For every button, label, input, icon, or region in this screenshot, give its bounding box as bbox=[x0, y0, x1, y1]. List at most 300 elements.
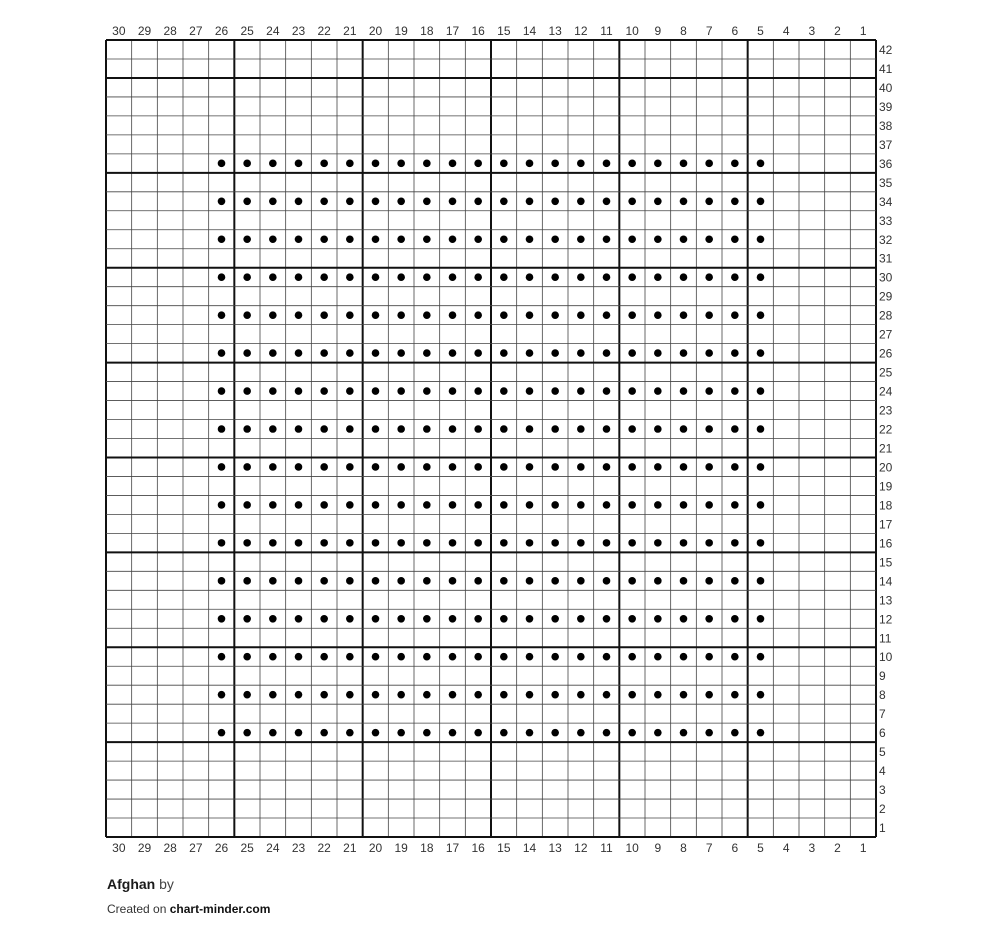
column-number-top: 3 bbox=[808, 24, 816, 38]
purl-dot-r8-c11 bbox=[603, 691, 611, 699]
purl-dot-r12-c19 bbox=[397, 615, 405, 623]
row-number: 17 bbox=[879, 517, 893, 532]
purl-dot-r12-c26 bbox=[218, 615, 226, 623]
purl-dot-r36-c22 bbox=[320, 160, 328, 168]
row-number: 22 bbox=[879, 422, 893, 437]
column-number-top: 18 bbox=[420, 24, 434, 38]
purl-dot-r34-c18 bbox=[423, 197, 431, 205]
purl-dot-r24-c13 bbox=[551, 387, 559, 395]
column-number-top: 26 bbox=[214, 24, 229, 38]
purl-dot-r16-c26 bbox=[218, 539, 226, 547]
purl-dot-r18-c15 bbox=[500, 501, 508, 509]
purl-dot-r34-c10 bbox=[628, 197, 636, 205]
purl-dot-r6-c10 bbox=[628, 729, 636, 737]
purl-dot-r32-c22 bbox=[320, 235, 328, 243]
purl-dot-r24-c6 bbox=[731, 387, 739, 395]
purl-dot-r6-c25 bbox=[243, 729, 251, 737]
purl-dot-r14-c15 bbox=[500, 577, 508, 585]
purl-dot-r34-c14 bbox=[526, 197, 534, 205]
purl-dot-r16-c6 bbox=[731, 539, 739, 547]
purl-dot-r14-c22 bbox=[320, 577, 328, 585]
purl-dot-r22-c20 bbox=[372, 425, 380, 433]
purl-dot-r20-c11 bbox=[603, 463, 611, 471]
row-number: 34 bbox=[879, 194, 893, 209]
column-number-top: 27 bbox=[189, 24, 203, 38]
purl-dot-r30-c21 bbox=[346, 273, 354, 281]
column-number-bottom: 24 bbox=[266, 841, 280, 855]
purl-dot-r32-c10 bbox=[628, 235, 636, 243]
purl-dot-r34-c9 bbox=[654, 197, 662, 205]
purl-dot-r22-c18 bbox=[423, 425, 431, 433]
purl-dot-r36-c23 bbox=[295, 160, 303, 168]
purl-dot-r20-c5 bbox=[757, 463, 765, 471]
column-number-top: 21 bbox=[343, 24, 357, 38]
purl-dot-r28-c15 bbox=[500, 311, 508, 319]
row-number: 31 bbox=[879, 251, 893, 266]
purl-dot-r30-c17 bbox=[449, 273, 457, 281]
row-number: 14 bbox=[879, 574, 893, 589]
column-number-top: 8 bbox=[680, 24, 687, 38]
purl-dot-r12-c11 bbox=[603, 615, 611, 623]
column-number-top: 11 bbox=[600, 24, 613, 38]
column-number-bottom: 20 bbox=[368, 841, 383, 855]
column-number-top: 25 bbox=[240, 24, 254, 38]
purl-dot-r26-c6 bbox=[731, 349, 739, 357]
column-number-top: 30 bbox=[112, 24, 126, 38]
row-number: 7 bbox=[879, 707, 886, 722]
purl-dot-r12-c10 bbox=[628, 615, 636, 623]
purl-dot-r8-c26 bbox=[218, 691, 226, 699]
purl-dot-r30-c9 bbox=[654, 273, 662, 281]
purl-dot-r22-c22 bbox=[320, 425, 328, 433]
purl-dot-r18-c9 bbox=[654, 501, 662, 509]
purl-dot-r30-c13 bbox=[551, 273, 559, 281]
purl-dot-r22-c15 bbox=[500, 425, 508, 433]
purl-dot-r10-c19 bbox=[397, 653, 405, 661]
purl-dot-r30-c19 bbox=[397, 273, 405, 281]
purl-dot-r6-c15 bbox=[500, 729, 508, 737]
purl-dot-r32-c25 bbox=[243, 235, 251, 243]
purl-dot-r10-c6 bbox=[731, 653, 739, 661]
purl-dot-r14-c7 bbox=[705, 577, 713, 585]
purl-dot-r22-c8 bbox=[680, 425, 688, 433]
purl-dot-r26-c5 bbox=[757, 349, 765, 357]
purl-dot-r32-c17 bbox=[449, 235, 457, 243]
purl-dot-r30-c11 bbox=[603, 273, 611, 281]
purl-dot-r28-c9 bbox=[654, 311, 662, 319]
column-number-bottom: 18 bbox=[420, 841, 434, 855]
purl-dot-r12-c12 bbox=[577, 615, 585, 623]
column-number-bottom: 9 bbox=[654, 841, 662, 855]
row-number: 20 bbox=[879, 460, 893, 475]
purl-dot-r26-c21 bbox=[346, 349, 354, 357]
purl-dot-r8-c18 bbox=[423, 691, 431, 699]
purl-dot-r20-c14 bbox=[526, 463, 534, 471]
purl-dot-r26-c22 bbox=[320, 349, 328, 357]
purl-dot-r12-c15 bbox=[500, 615, 508, 623]
purl-dot-r6-c17 bbox=[449, 729, 457, 737]
purl-dot-r16-c11 bbox=[603, 539, 611, 547]
purl-dot-r16-c7 bbox=[705, 539, 713, 547]
purl-dot-r28-c12 bbox=[577, 311, 585, 319]
purl-dot-r32-c16 bbox=[474, 235, 482, 243]
purl-dot-r20-c24 bbox=[269, 463, 277, 471]
purl-dot-r34-c16 bbox=[474, 197, 482, 205]
row-number: 15 bbox=[879, 555, 893, 570]
purl-dot-r28-c23 bbox=[295, 311, 303, 319]
column-number-top: 2 bbox=[834, 24, 841, 38]
purl-dot-r36-c11 bbox=[603, 160, 611, 168]
row-number: 32 bbox=[879, 232, 893, 247]
purl-dot-r16-c12 bbox=[577, 539, 585, 547]
purl-dot-r32-c9 bbox=[654, 235, 662, 243]
purl-dot-r14-c16 bbox=[474, 577, 482, 585]
purl-dot-r24-c16 bbox=[474, 387, 482, 395]
purl-dot-r36-c9 bbox=[654, 160, 662, 168]
purl-dot-r32-c14 bbox=[526, 235, 534, 243]
row-number: 35 bbox=[879, 175, 893, 190]
purl-dot-r24-c24 bbox=[269, 387, 277, 395]
purl-dot-r22-c19 bbox=[397, 425, 405, 433]
purl-dot-r34-c19 bbox=[397, 197, 405, 205]
column-number-bottom: 28 bbox=[163, 841, 177, 855]
purl-dot-r8-c20 bbox=[372, 691, 380, 699]
purl-dot-r30-c6 bbox=[731, 273, 739, 281]
row-number: 5 bbox=[879, 745, 886, 760]
purl-dot-r32-c5 bbox=[757, 235, 765, 243]
purl-dot-r22-c14 bbox=[526, 425, 534, 433]
row-number: 40 bbox=[879, 80, 893, 95]
purl-dot-r10-c11 bbox=[603, 653, 611, 661]
purl-dot-r24-c10 bbox=[628, 387, 636, 395]
purl-dot-r26-c24 bbox=[269, 349, 277, 357]
purl-dot-r6-c20 bbox=[372, 729, 380, 737]
column-number-top: 5 bbox=[757, 24, 764, 38]
purl-dot-r6-c9 bbox=[654, 729, 662, 737]
row-number: 41 bbox=[879, 61, 893, 76]
purl-dot-r20-c18 bbox=[423, 463, 431, 471]
purl-dot-r30-c8 bbox=[680, 273, 688, 281]
purl-dot-r32-c19 bbox=[397, 235, 405, 243]
purl-dot-r22-c7 bbox=[705, 425, 713, 433]
purl-dot-r20-c22 bbox=[320, 463, 328, 471]
column-number-bottom: 1 bbox=[859, 841, 867, 855]
purl-dot-r14-c19 bbox=[397, 577, 405, 585]
purl-dot-r18-c23 bbox=[295, 501, 303, 509]
row-number: 28 bbox=[879, 308, 893, 323]
column-number-top: 9 bbox=[654, 24, 662, 38]
purl-dot-r24-c19 bbox=[397, 387, 405, 395]
column-number-bottom: 25 bbox=[240, 841, 254, 855]
column-number-bottom: 7 bbox=[705, 841, 713, 855]
pattern-name: Afghan bbox=[107, 876, 156, 892]
purl-dot-r24-c25 bbox=[243, 387, 251, 395]
purl-dot-r12-c13 bbox=[551, 615, 559, 623]
purl-dot-r30-c26 bbox=[218, 273, 226, 281]
credit-line bbox=[107, 902, 270, 916]
purl-dot-r20-c21 bbox=[346, 463, 354, 471]
purl-dot-r34-c22 bbox=[320, 197, 328, 205]
site-link[interactable]: chart-minder.com bbox=[169, 902, 271, 916]
purl-dot-r6-c24 bbox=[269, 729, 277, 737]
purl-dot-r26-c7 bbox=[705, 349, 713, 357]
purl-dot-r34-c20 bbox=[372, 197, 380, 205]
purl-dot-r10-c20 bbox=[372, 653, 380, 661]
purl-dot-r30-c14 bbox=[526, 273, 534, 281]
purl-dot-r14-c8 bbox=[680, 577, 688, 585]
purl-dot-r32-c8 bbox=[680, 235, 688, 243]
column-number-bottom: 27 bbox=[189, 841, 203, 855]
column-number-bottom: 10 bbox=[625, 841, 639, 855]
purl-dot-r6-c8 bbox=[680, 729, 688, 737]
purl-dot-r28-c16 bbox=[474, 311, 482, 319]
purl-dot-r20-c17 bbox=[449, 463, 457, 471]
purl-dot-r24-c12 bbox=[577, 387, 585, 395]
row-number: 27 bbox=[879, 327, 893, 342]
purl-dot-r8-c15 bbox=[500, 691, 508, 699]
row-number: 6 bbox=[879, 726, 886, 741]
purl-dot-r30-c15 bbox=[500, 273, 508, 281]
purl-dot-r28-c13 bbox=[551, 311, 559, 319]
purl-dot-r24-c21 bbox=[346, 387, 354, 395]
purl-dot-r8-c21 bbox=[346, 691, 354, 699]
purl-dot-r34-c21 bbox=[346, 197, 354, 205]
purl-dot-r30-c7 bbox=[705, 273, 713, 281]
purl-dot-r12-c14 bbox=[526, 615, 534, 623]
purl-dot-r22-c10 bbox=[628, 425, 636, 433]
purl-dot-r14-c13 bbox=[551, 577, 559, 585]
purl-dot-r6-c19 bbox=[397, 729, 405, 737]
purl-dot-r32-c7 bbox=[705, 235, 713, 243]
row-number: 4 bbox=[879, 764, 886, 779]
purl-dot-r12-c9 bbox=[654, 615, 662, 623]
purl-dot-r10-c8 bbox=[680, 653, 688, 661]
column-numbers-bottom bbox=[112, 841, 867, 855]
purl-dot-r32-c6 bbox=[731, 235, 739, 243]
purl-dot-r16-c5 bbox=[757, 539, 765, 547]
purl-dot-r14-c21 bbox=[346, 577, 354, 585]
purl-dot-r14-c14 bbox=[526, 577, 534, 585]
purl-dot-r18-c12 bbox=[577, 501, 585, 509]
purl-dot-r34-c13 bbox=[551, 197, 559, 205]
column-number-bottom: 2 bbox=[834, 841, 841, 855]
purl-dot-r18-c26 bbox=[218, 501, 226, 509]
purl-dot-r30-c20 bbox=[372, 273, 380, 281]
purl-dot-r22-c21 bbox=[346, 425, 354, 433]
row-number: 21 bbox=[879, 441, 893, 456]
purl-dot-r8-c23 bbox=[295, 691, 303, 699]
purl-dot-r10-c16 bbox=[474, 653, 482, 661]
column-number-top: 6 bbox=[731, 24, 739, 38]
purl-dot-r28-c24 bbox=[269, 311, 277, 319]
purl-dot-r14-c20 bbox=[372, 577, 380, 585]
pattern-title-line bbox=[107, 875, 270, 893]
purl-dot-r6-c22 bbox=[320, 729, 328, 737]
purl-dot-r24-c11 bbox=[603, 387, 611, 395]
purl-dot-r26-c15 bbox=[500, 349, 508, 357]
purl-dot-r36-c5 bbox=[757, 160, 765, 168]
purl-dot-r18-c17 bbox=[449, 501, 457, 509]
purl-dot-r30-c10 bbox=[628, 273, 636, 281]
row-number: 2 bbox=[879, 802, 886, 817]
column-number-top: 23 bbox=[291, 24, 306, 38]
purl-dot-r10-c12 bbox=[577, 653, 585, 661]
purl-dot-r10-c7 bbox=[705, 653, 713, 661]
purl-dot-r12-c16 bbox=[474, 615, 482, 623]
purl-dot-r14-c10 bbox=[628, 577, 636, 585]
purl-dot-r30-c23 bbox=[295, 273, 303, 281]
purl-dot-r24-c20 bbox=[372, 387, 380, 395]
purl-dot-r8-c24 bbox=[269, 691, 277, 699]
purl-dot-r32-c21 bbox=[346, 235, 354, 243]
purl-dot-r18-c18 bbox=[423, 501, 431, 509]
purl-dot-r20-c6 bbox=[731, 463, 739, 471]
column-number-bottom: 3 bbox=[808, 841, 816, 855]
purl-dot-r28-c18 bbox=[423, 311, 431, 319]
purl-dot-r22-c25 bbox=[243, 425, 251, 433]
purl-dot-r36-c10 bbox=[628, 160, 636, 168]
purl-dot-r8-c9 bbox=[654, 691, 662, 699]
purl-dot-r30-c5 bbox=[757, 273, 765, 281]
purl-dot-r36-c12 bbox=[577, 160, 585, 168]
purl-dot-r8-c8 bbox=[680, 691, 688, 699]
row-number: 19 bbox=[879, 479, 893, 494]
purl-dot-r32-c20 bbox=[372, 235, 380, 243]
column-number-bottom: 23 bbox=[291, 841, 306, 855]
row-number: 29 bbox=[879, 289, 893, 304]
purl-dot-r20-c20 bbox=[372, 463, 380, 471]
purl-dot-r16-c21 bbox=[346, 539, 354, 547]
purl-dot-r8-c13 bbox=[551, 691, 559, 699]
column-number-bottom: 11 bbox=[600, 841, 613, 855]
purl-dot-r20-c16 bbox=[474, 463, 482, 471]
column-number-top: 15 bbox=[497, 24, 511, 38]
purl-dot-r16-c20 bbox=[372, 539, 380, 547]
purl-dot-r22-c26 bbox=[218, 425, 226, 433]
purl-dot-r26-c17 bbox=[449, 349, 457, 357]
purl-dot-r20-c15 bbox=[500, 463, 508, 471]
purl-dot-r14-c17 bbox=[449, 577, 457, 585]
purl-dot-r16-c15 bbox=[500, 539, 508, 547]
column-number-bottom: 5 bbox=[757, 841, 764, 855]
purl-dot-r6-c16 bbox=[474, 729, 482, 737]
purl-dot-r10-c21 bbox=[346, 653, 354, 661]
purl-dot-r24-c26 bbox=[218, 387, 226, 395]
purl-dot-r18-c6 bbox=[731, 501, 739, 509]
purl-dot-r14-c11 bbox=[603, 577, 611, 585]
column-number-bottom: 8 bbox=[680, 841, 687, 855]
column-number-top: 28 bbox=[163, 24, 177, 38]
row-number: 39 bbox=[879, 99, 893, 114]
column-number-top: 12 bbox=[574, 24, 588, 38]
purl-dot-r22-c12 bbox=[577, 425, 585, 433]
purl-dot-r28-c17 bbox=[449, 311, 457, 319]
column-number-top: 20 bbox=[368, 24, 383, 38]
purl-dot-r32-c23 bbox=[295, 235, 303, 243]
purl-dot-r26-c26 bbox=[218, 349, 226, 357]
purl-dot-r34-c17 bbox=[449, 197, 457, 205]
purl-dot-r24-c5 bbox=[757, 387, 765, 395]
purl-dot-r16-c14 bbox=[526, 539, 534, 547]
row-number: 3 bbox=[879, 783, 886, 798]
purl-dot-r6-c6 bbox=[731, 729, 739, 737]
purl-dot-r14-c18 bbox=[423, 577, 431, 585]
row-number: 33 bbox=[879, 213, 893, 228]
purl-dot-r24-c22 bbox=[320, 387, 328, 395]
column-number-top: 7 bbox=[705, 24, 713, 38]
purl-dot-r18-c21 bbox=[346, 501, 354, 509]
purl-dot-r34-c11 bbox=[603, 197, 611, 205]
purl-dot-r26-c13 bbox=[551, 349, 559, 357]
purl-dot-r28-c7 bbox=[705, 311, 713, 319]
purl-dot-r30-c16 bbox=[474, 273, 482, 281]
column-number-bottom: 30 bbox=[112, 841, 126, 855]
row-number: 9 bbox=[879, 669, 886, 684]
purl-dot-r36-c15 bbox=[500, 160, 508, 168]
purl-dot-r24-c9 bbox=[654, 387, 662, 395]
column-number-top: 16 bbox=[471, 24, 485, 38]
purl-dot-r36-c17 bbox=[449, 160, 457, 168]
purl-dot-r22-c6 bbox=[731, 425, 739, 433]
purl-dot-r36-c20 bbox=[372, 160, 380, 168]
purl-dot-r8-c25 bbox=[243, 691, 251, 699]
purl-dot-r18-c7 bbox=[705, 501, 713, 509]
column-number-top: 17 bbox=[445, 24, 460, 38]
purl-dot-r14-c5 bbox=[757, 577, 765, 585]
column-number-top: 22 bbox=[317, 24, 331, 38]
purl-dot-r20-c10 bbox=[628, 463, 636, 471]
purl-dot-r30-c18 bbox=[423, 273, 431, 281]
purl-dot-r24-c14 bbox=[526, 387, 534, 395]
purl-dot-r10-c26 bbox=[218, 653, 226, 661]
purl-dot-r26-c16 bbox=[474, 349, 482, 357]
purl-dot-r14-c6 bbox=[731, 577, 739, 585]
purl-dot-r28-c20 bbox=[372, 311, 380, 319]
purl-dot-r6-c13 bbox=[551, 729, 559, 737]
row-number: 12 bbox=[879, 612, 893, 627]
purl-dot-r26-c12 bbox=[577, 349, 585, 357]
column-number-bottom: 19 bbox=[394, 841, 408, 855]
purl-dot-r32-c26 bbox=[218, 235, 226, 243]
row-number: 42 bbox=[879, 42, 893, 57]
column-number-top: 29 bbox=[137, 24, 152, 38]
purl-dot-r32-c12 bbox=[577, 235, 585, 243]
purl-dot-r22-c24 bbox=[269, 425, 277, 433]
purl-dot-r10-c25 bbox=[243, 653, 251, 661]
purl-dot-r28-c14 bbox=[526, 311, 534, 319]
purl-dot-r12-c22 bbox=[320, 615, 328, 623]
purl-dot-r32-c24 bbox=[269, 235, 277, 243]
column-number-top: 19 bbox=[394, 24, 408, 38]
purl-dot-r6-c14 bbox=[526, 729, 534, 737]
purl-dot-r8-c6 bbox=[731, 691, 739, 699]
purl-dot-r16-c8 bbox=[680, 539, 688, 547]
column-number-bottom: 12 bbox=[574, 841, 588, 855]
purl-dot-r34-c15 bbox=[500, 197, 508, 205]
purl-dot-r10-c14 bbox=[526, 653, 534, 661]
row-number: 1 bbox=[879, 821, 886, 836]
purl-dot-r8-c17 bbox=[449, 691, 457, 699]
purl-dot-r26-c11 bbox=[603, 349, 611, 357]
column-number-bottom: 21 bbox=[343, 841, 357, 855]
purl-dot-r20-c23 bbox=[295, 463, 303, 471]
purl-dot-r16-c13 bbox=[551, 539, 559, 547]
purl-dot-r16-c9 bbox=[654, 539, 662, 547]
purl-dot-r22-c13 bbox=[551, 425, 559, 433]
purl-dot-r36-c6 bbox=[731, 160, 739, 168]
purl-dot-r18-c10 bbox=[628, 501, 636, 509]
purl-dot-r30-c25 bbox=[243, 273, 251, 281]
